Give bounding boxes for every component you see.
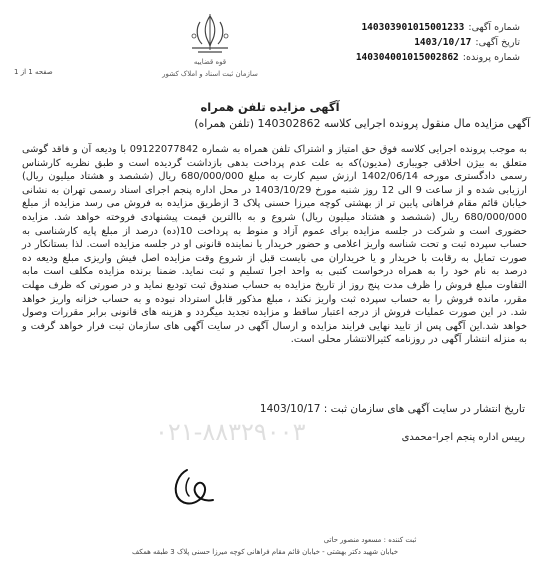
ad-number-label: شماره آگهی: [468,22,520,33]
ad-date-row [268,35,520,50]
case-number-value: 140304001015002862 [355,52,459,63]
office-address: خیابان شهید دکتر بهشتی - خیابان قائم مقام فراهانی کوچه میرزا حسنی پلاک 3 طبقه همکف [131,548,399,556]
org-name-judiciary: قوه قضاییه [193,58,227,66]
phone-watermark: ۰۲۱-۸۸۳۲۹۰۰۳ [155,418,306,446]
publish-date-line: تاریخ انتشار در سایت آگهی های سازمان ثبت : 1403/10/17 [259,403,525,415]
document-title: آگهی مزایده تلفن همراه [200,100,340,114]
org-name-registry: سازمان ثبت اسناد و املاک کشور [162,70,258,78]
signatory-title: رییس اداره پنجم اجرا-محمدی [401,432,525,443]
document-subtitle: آگهی مزایده مال منقول پرونده اجرایی کلاسه 140302862 (تلفن همراه) [194,117,530,130]
case-number-label: شماره پرونده: [462,52,520,63]
iran-emblem-icon [182,12,238,56]
ad-meta-block [268,20,520,65]
ad-date-value: 1403/10/17 [414,37,472,48]
ad-number-value: 140303901015001233 [361,22,465,33]
ad-number-row [268,20,520,35]
case-number-row [268,50,520,65]
page-number: صفحه 1 از 1 [14,68,53,76]
handwritten-signature-icon [165,460,225,520]
ad-date-label: تاریخ آگهی: [475,37,520,48]
document-body-text: به موجب پرونده اجرایی کلاسه فوق حق امتیاز و اشتراک تلفن همراه به شماره 09122077842 با ودیعه آن و فاقد گوشی متعلق به بیژن اخلاقی جویباری (مدیون)که به علت عدم پرداخت بدهی بازداشت گردیده است و طبق نظریه کارشناس رسمی دادگستری مورخه 1402/06/14 ارزش سیم کارت به مبلغ 680/000/000 ریال (ششصد و هشتاد میلیون ریال) ارزیابی شده و از ساعت 9 الی 12 روز شنبه مورخ 1403/10/29 در محل اداره پنجم اجرای اسناد رسمی تهران به نشانی خیابان قائم مقام فراهانی پایین تر از بهشتی کوچه میرزا حسنی پلاک 3 ازطریق مزایده به فروش می رسد مزایده از مبلغ 680/000/000 ریال (ششصد و هشتاد میلیون ریال) شروع و به باالترین قیمت پیشنهادی فروخته خواهد شد. مزایده حضوری است و شرکت در جلسه مزایده برای عموم آزاد و منوط به پرداخت 10(ده) درصد از مبلغ پایه کارشناسی به حساب سپرده ثبت و تحت شناسه واریز اعلامی و حضور خریدار یا نماینده قانونی او در جلسه مزایده است. لذا بستانکار در صورت تمایل به رقابت با خریدار و یا خریداران می بایست قبل از شروع وقت مزایده اصل فیش واریزی مبلغ ودیعه ده درصد به نام خود را به همراه درخواست کتبی به واحد اجرا تسلیم و ثبت نماید. ضمنا برنده مزایده مکلف است مابه التفاوت مبلغ فروش را ظرف مدت پنج روز از تاریخ مزایده به حساب صندوق ثبت تودیع نماید و در صورتی که ظرف مهلت مقرر، مانده فروش را به حساب سپرده ثبت واریز نکند ، مبلغ مذکور قابل استرداد نبوده و به حساب خزانه واریز خواهد شد. در این صورت عملیات فروش از درجه اعتبار ساقط و مزایده تجدید میگردد و هزینه های قانونی برابر مقررات وصول خواهد شد.این آگهی پس از تایید نهایی فرایند مزایده و ارسال آگهی در سایت آگهی های سازمان ثبت فرار خواهد گرفت و به منزله انتشار آگهی در روزنامه کثیرالانتشار محلی است. [22,144,528,346]
registrar-line: ثبت کننده : مسعود منصور حاتی [323,536,417,544]
